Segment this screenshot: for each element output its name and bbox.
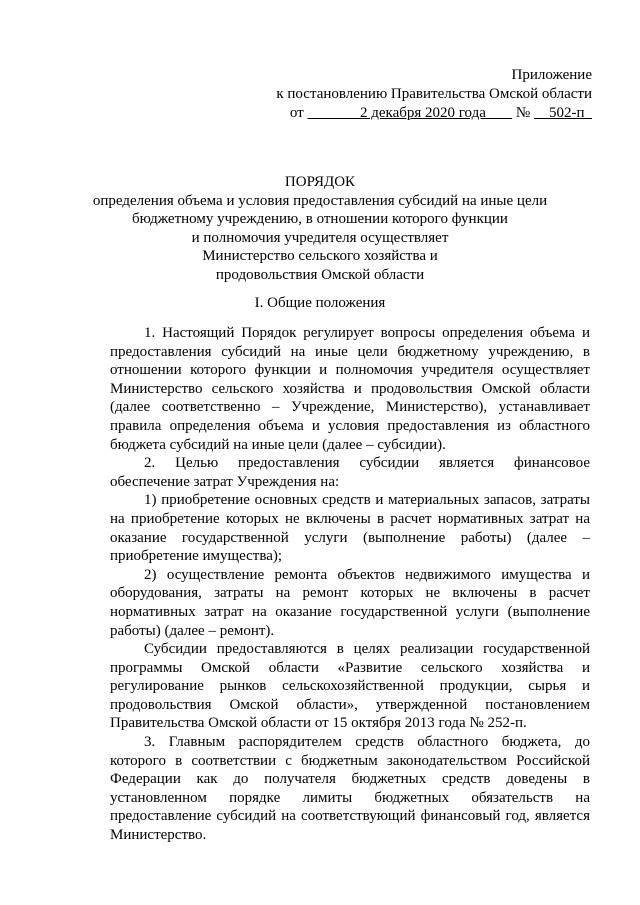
appendix-resolution: к постановлению Правительства Омской области [276, 86, 592, 102]
from-label: от [289, 105, 304, 121]
appendix-header [232, 66, 592, 123]
title-heading: ПОРЯДОК [284, 174, 356, 190]
paragraph: 2) осуществление ремонта объектов недвижимого имущества и оборудования, затраты на ремонт которых не включены в расчет нормативных затрат на оказание государственной услуги (выполнение работы) (далее – ремонт). [110, 566, 590, 639]
title-line: и полномочия учредителя осуществляет [191, 229, 449, 246]
resolution-date: 2 декабря 2020 года [359, 105, 486, 121]
appendix-label: Приложение [511, 67, 592, 83]
title-line: определения объема и условия предоставления субсидий на иные цели [92, 192, 548, 209]
number-label: № [515, 105, 531, 121]
paragraph: 1. Настоящий Порядок регулирует вопросы определения объема и предоставления субсидий на иные цели бюджетному учреждению, в отношении которого функции и полномочия учредителя осуществляет Министерство сельского хозяйства и продовольствия Омской области (далее соответственно – Учреждение, Министерство), устанавливает правила определения объема и условия предоставления из областного бюджета субсидий на иные цели (далее – субсидии). [110, 325, 590, 453]
document-body [110, 324, 590, 845]
title-line: продовольствия Омской области [215, 266, 425, 283]
title-line: Министерство сельского хозяйства и [202, 248, 438, 264]
document-title [90, 173, 550, 284]
resolution-number: 502-п [548, 105, 585, 121]
title-line: бюджетному учреждению, в отношении которого функции [132, 211, 508, 227]
paragraph: Субсидии предоставляются в целях реализации государственной программы Омской области «Развитие сельского хозяйства и регулирование рынков сельскохозяйственной продукции, сырья и продовольствия Омской области», утвержденной постановлением Правительства Омской области от 15 октября 2013 года № 252-п. [110, 641, 590, 732]
appendix-date-number [232, 104, 592, 123]
paragraph: 2. Целью предоставления субсидии является финансовое обеспечение затрат Учреждения на: [110, 455, 590, 490]
paragraph: 3. Главным распорядителем средств областного бюджета, до которого в соответствии с бюджетным законодательством Российской Федерации как до получателя бюджетных средств доведены в установленном порядке лимиты бюджетных обязательств на предоставление субсидий на соответствующий финансовый год, является Министерство. [110, 734, 590, 844]
section-title: I. Общие положения [254, 295, 386, 311]
paragraph: 1) приобретение основных средств и материальных запасов, затраты на приобретение которых не включены в расчет нормативных затрат на оказание государственной услуги (выполнение работы) (далее – приобретение имущества); [110, 492, 590, 565]
